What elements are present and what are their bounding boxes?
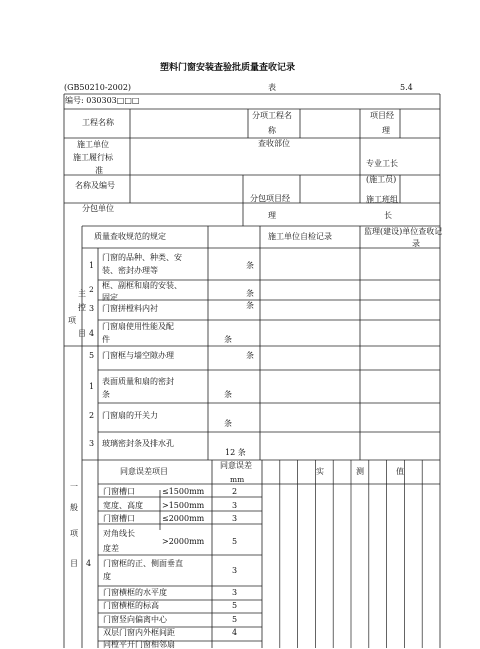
tolerance-unit-header: mm — [230, 475, 245, 484]
subcontract-manager-label: 分包项目经 — [250, 194, 290, 203]
general-group-char-3: 项 — [70, 529, 78, 538]
standard-name-label-2: 准 — [95, 166, 103, 175]
standard-name-label: 施工履行标 — [73, 153, 113, 162]
tolerance-row-name: 门窗横框的标高 — [103, 601, 159, 610]
tolerance-row-sub: ≤2000mm — [162, 514, 205, 523]
main-item-no: 4 — [89, 329, 95, 338]
page-title: 塑料门窗安装查验批质量查收记录 — [160, 63, 296, 73]
main-item-no: 1 — [89, 261, 95, 270]
team-leader-label: 施工班组 — [366, 195, 398, 204]
general-item-text-2: 条 — [102, 390, 110, 399]
specialist-label-2: (施工员) — [366, 175, 397, 184]
main-item-no: 2 — [89, 285, 94, 294]
tolerance-row-value: 4 — [232, 628, 238, 637]
tolerance-row-name: 双层门窗内外框间距 — [103, 628, 175, 637]
tolerance-item-no: 4 — [86, 559, 92, 568]
self-check-column-header: 施工单位自检记录 — [268, 232, 332, 241]
tolerance-row-name: 门窗框的正、侧面垂直 — [103, 559, 183, 568]
tolerance-row-value: 5 — [232, 537, 238, 546]
standard-code: (GB50210-2002) — [64, 83, 132, 92]
main-group-char-2: 控 — [78, 303, 86, 312]
tolerance-row-name: 宽度、高度 — [103, 501, 143, 510]
supervisor-column-header: 监理(建设)单位查收记 — [364, 227, 443, 236]
general-item-no: 3 — [89, 439, 95, 448]
main-item-no: 3 — [89, 304, 95, 313]
table-label: 表 — [268, 83, 276, 92]
main-item-text-2: 固定 — [102, 293, 118, 302]
tolerance-row-sub: >1500mm — [162, 501, 205, 510]
general-group-char-2: 般 — [70, 503, 78, 512]
general-item-no: 1 — [89, 382, 95, 391]
main-group-char-3: 项 — [68, 316, 76, 325]
main-item-text: 门窗拼樘料内衬 — [102, 304, 158, 313]
tolerance-row-sub: ≤1500mm — [162, 487, 205, 496]
sub-project-label-2: 称 — [268, 126, 276, 135]
measured-header-2: 测 — [356, 467, 364, 476]
tolerance-row-name: 门窗槽口 — [103, 514, 135, 523]
main-item-text: 门窗的品种、种类、安 — [102, 253, 182, 262]
measured-header-3: 值 — [396, 467, 404, 476]
main-item-text: 框、副框和扇的安装、 — [102, 281, 182, 290]
general-item-clause: 条 — [224, 419, 232, 428]
subcontract-unit-label: 分包单位 — [82, 204, 114, 213]
tolerance-row-sub: >2000mm — [162, 537, 205, 546]
tolerance-row-value: 5 — [232, 601, 238, 610]
main-item-text-2: 装、密封办理等 — [102, 266, 158, 275]
serial-number: 编号: 030303□□□ — [65, 96, 140, 105]
tolerance-value-header: 同意误差 — [220, 461, 252, 470]
subcontract-manager-label-2: 理 — [268, 211, 276, 220]
general-item-no: 2 — [89, 411, 95, 420]
main-item-text: 门窗框与墙空隙办理 — [102, 351, 174, 360]
main-group-char-4: 目 — [78, 329, 86, 338]
tolerance-row-name: 度 — [103, 572, 111, 581]
tolerance-row-value: 3 — [232, 566, 238, 575]
main-item-no: 5 — [89, 351, 95, 360]
main-item-clause: 条 — [246, 289, 254, 298]
tolerance-row-value: 5 — [232, 615, 238, 624]
main-item-clause: 条 — [246, 261, 254, 270]
main-item-text-2: 件 — [102, 335, 110, 344]
general-item-clause: 条 — [224, 390, 232, 399]
general-item-text: 玻璃密封条及排水孔 — [102, 439, 174, 448]
general-group-char-4: 目 — [70, 559, 78, 568]
general-group-char-1: 一 — [70, 482, 78, 491]
tolerance-row-name: 同樘平开门窗相邻扇 — [103, 640, 175, 649]
tolerance-row-name: 度差 — [103, 544, 119, 553]
project-manager-label: 项目经 — [370, 111, 394, 120]
supervisor-column-header-2: 录 — [412, 239, 420, 248]
general-item-clause: 12 条 — [225, 448, 246, 457]
project-manager-label-2: 理 — [382, 126, 390, 135]
main-item-clause: 条 — [224, 335, 232, 344]
construction-unit-label: 施工单位 — [77, 140, 109, 149]
main-item-clause: 条 — [246, 351, 254, 360]
tolerance-row-value: 3 — [232, 501, 238, 510]
tolerance-row-value: 2 — [232, 487, 238, 496]
tolerance-row-name: 门窗横框的水平度 — [103, 588, 167, 597]
specialist-label: 专业工长 — [366, 159, 398, 168]
main-item-text: 门窗扇使用性能及配 — [102, 322, 174, 331]
inspection-dept-label: 查收部位 — [258, 139, 290, 148]
tolerance-row-name: 对角线长 — [103, 529, 135, 538]
main-item-clause: 条 — [246, 301, 254, 310]
general-item-text: 门窗扇的开关力 — [102, 411, 158, 420]
sub-project-label: 分项工程名 — [252, 111, 292, 120]
project-name-label: 工程名称 — [82, 118, 114, 127]
tolerance-row-name: 门窗槽口 — [103, 487, 135, 496]
general-item-text: 表面质量和扇的密封 — [102, 377, 174, 386]
tolerance-row-value: 3 — [232, 588, 238, 597]
tolerance-row-name: 门窗竖向偏离中心 — [103, 615, 167, 624]
team-leader-label-2: 长 — [384, 211, 392, 220]
spec-column-header: 质量查收规范的规定 — [94, 232, 166, 241]
table-number: 5.4 — [400, 83, 413, 92]
tolerance-row-value: 3 — [232, 514, 238, 523]
name-code-label: 名称及编号 — [75, 181, 115, 190]
tolerance-item-header: 同意误差项目 — [120, 467, 168, 476]
measured-header-1: 实 — [316, 467, 324, 476]
main-group-char-1: 主 — [78, 289, 86, 298]
